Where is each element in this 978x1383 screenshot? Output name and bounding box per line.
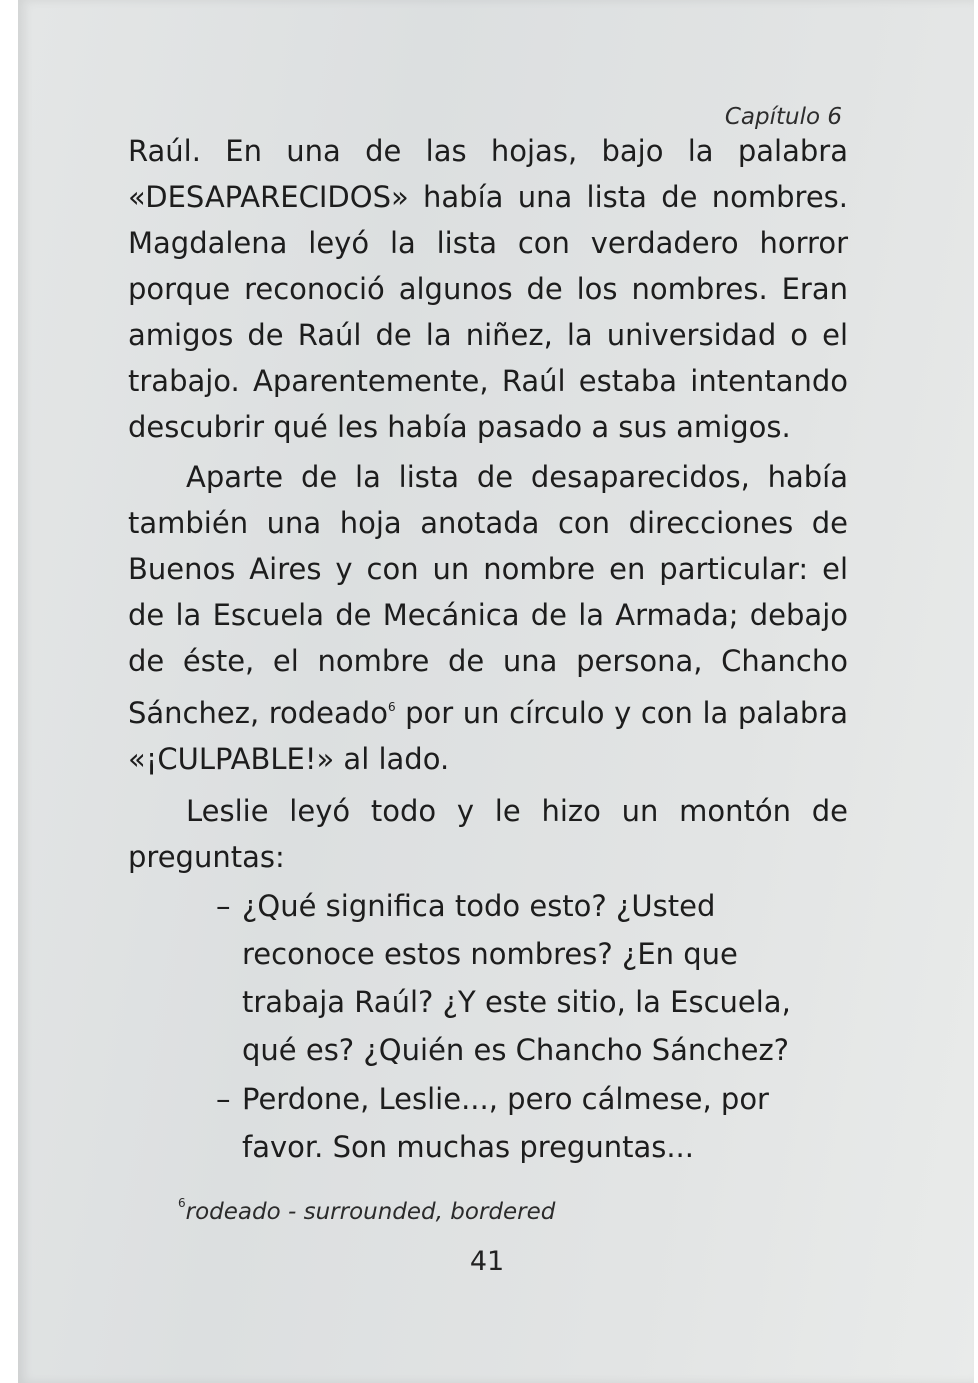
footnote-number: 6	[178, 1196, 186, 1210]
page-number: 41	[469, 1246, 505, 1277]
paragraph-1: Raúl. En una de las hojas, bajo la palabra «DESAPARECIDOS» había una lista de nombres. Magdalena leyó la lista con verdadero horror porque reconoció algunos de los nombres. Eran amigos de Raúl de la niñez, la universidad o el trabajo. Aparentemente, Raúl estaba intentando descubrir qué les había pasado a sus amigos.	[128, 134, 848, 444]
dialogue-dash: –	[216, 889, 231, 923]
paragraph-2-text-a: Aparte de la lista de desaparecidos, había también una hoja anotada con direcciones de Buenos Aires y con un nombre en particular: el de la Escuela de Mecánica de la Armada; debajo de éste, el nombre de una persona, Chancho Sánchez, rodeado	[128, 460, 848, 730]
paragraph-2-text-b: por un círculo y con la palabra «¡CULPABLE!» al lado.	[128, 696, 848, 776]
dialogue-text: ¿Qué significa todo esto? ¿Usted reconoce estos nombres? ¿En que trabaja Raúl? ¿Y este sitio, la Escuela, qué es? ¿Quién es Chancho Sánchez?	[242, 889, 791, 1067]
footnote-text: rodeado - surrounded, bordered	[185, 1199, 556, 1225]
dialogue-text: Perdone, Leslie..., pero cálmese, por favor. Son muchas preguntas...	[242, 1082, 769, 1164]
footnote-reference: 6	[387, 700, 396, 714]
dialogue-line-1	[218, 882, 848, 1074]
dialogue-line-2	[218, 1075, 848, 1171]
dialogue-dash: –	[216, 1082, 231, 1116]
book-page	[18, 0, 974, 1383]
chapter-header: Capítulo 6	[724, 104, 842, 130]
paragraph-2	[128, 454, 848, 782]
paragraph-3: Leslie leyó todo y le hizo un montón de preguntas:	[128, 794, 848, 874]
footnote	[178, 1196, 555, 1225]
